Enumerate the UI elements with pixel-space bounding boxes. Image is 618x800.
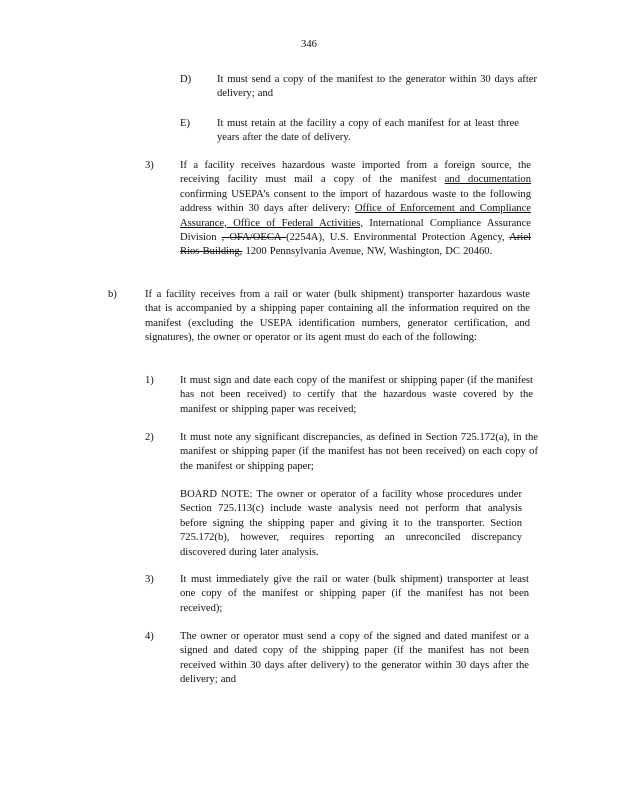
- item-text: It must note any significant discrepancies, as defined in Section 725.172(a), in the manifest or shipping paper (if the manifest has not been received) on each copy of the manifest or shipping paper;: [180, 432, 538, 472]
- item-text: [180, 159, 531, 260]
- item-label: D): [180, 74, 192, 85]
- item-label: 4): [145, 631, 154, 642]
- item-label: E): [180, 118, 190, 129]
- board-note-text: BOARD NOTE: The owner or operator of a facility whose procedures under Section 725.113(c) include waste analysis need not perform that analysis before signing the shipping paper and giving it to the transporter. Section 725.172(b), however, requires reporting an unreconciled discrepancy discovered during later analysis.: [180, 489, 522, 558]
- item-text: It must immediately give the rail or water (bulk shipment) transporter at least one copy of the manifest or shipping paper (if the manifest has not been received);: [180, 574, 529, 614]
- item-text: It must sign and date each copy of the manifest or shipping paper (if the manifest has not been received) to certify that the hazardous waste covered by the manifest or shipping paper was received;: [180, 375, 533, 415]
- item-text: If a facility receives from a rail or water (bulk shipment) transporter hazardous waste that is accompanied by a shipping paper containing all the information required on the manifest (excluding the USEPA identification numbers, generator certification, and signatures), the owner or operator or its agent must do each of the following:: [145, 289, 530, 344]
- inserted-text: Office of Enforcement and Compliance Assurance, Office of Federal Activities,: [180, 203, 531, 229]
- item-label: 2): [145, 432, 154, 443]
- item-text: The owner or operator must send a copy of the signed and dated manifest or a signed and dated copy of the shipping paper (if the manifest has not been received within 30 days after delivery) to the generator within 30 days after the delivery; and: [180, 631, 529, 686]
- text-segment: (2254A), U.S. Environmental Protection Agency,: [286, 232, 510, 244]
- text-segment: confirming USEPA’s consent to the import of hazardous waste to the following address within 30 days after delivery:: [180, 188, 531, 215]
- item-text: It must retain at the facility a copy of each manifest for at least three years after the date of delivery.: [217, 118, 519, 144]
- page-number: 346: [301, 39, 317, 50]
- text-segment: 1200 Pennsylvania Avenue, NW, Washington, DC 20460.: [242, 246, 493, 258]
- item-label: 1): [145, 375, 154, 386]
- item-label: 3): [145, 574, 154, 585]
- item-label: b): [108, 289, 117, 300]
- text-segment: International Compliance Assurance Division: [180, 217, 532, 244]
- deleted-text: Ariel Rios Building,: [180, 232, 531, 258]
- text-segment: If a facility receives hazardous waste imported from a foreign source, the receiving facility must mail a copy of the manifest: [180, 160, 531, 186]
- item-label: 3): [145, 160, 154, 171]
- inserted-text: and documentation: [444, 174, 531, 186]
- deleted-text: , OFA/OECA: [221, 232, 287, 244]
- item-text: It must send a copy of the manifest to the generator within 30 days after delivery; and: [217, 74, 537, 100]
